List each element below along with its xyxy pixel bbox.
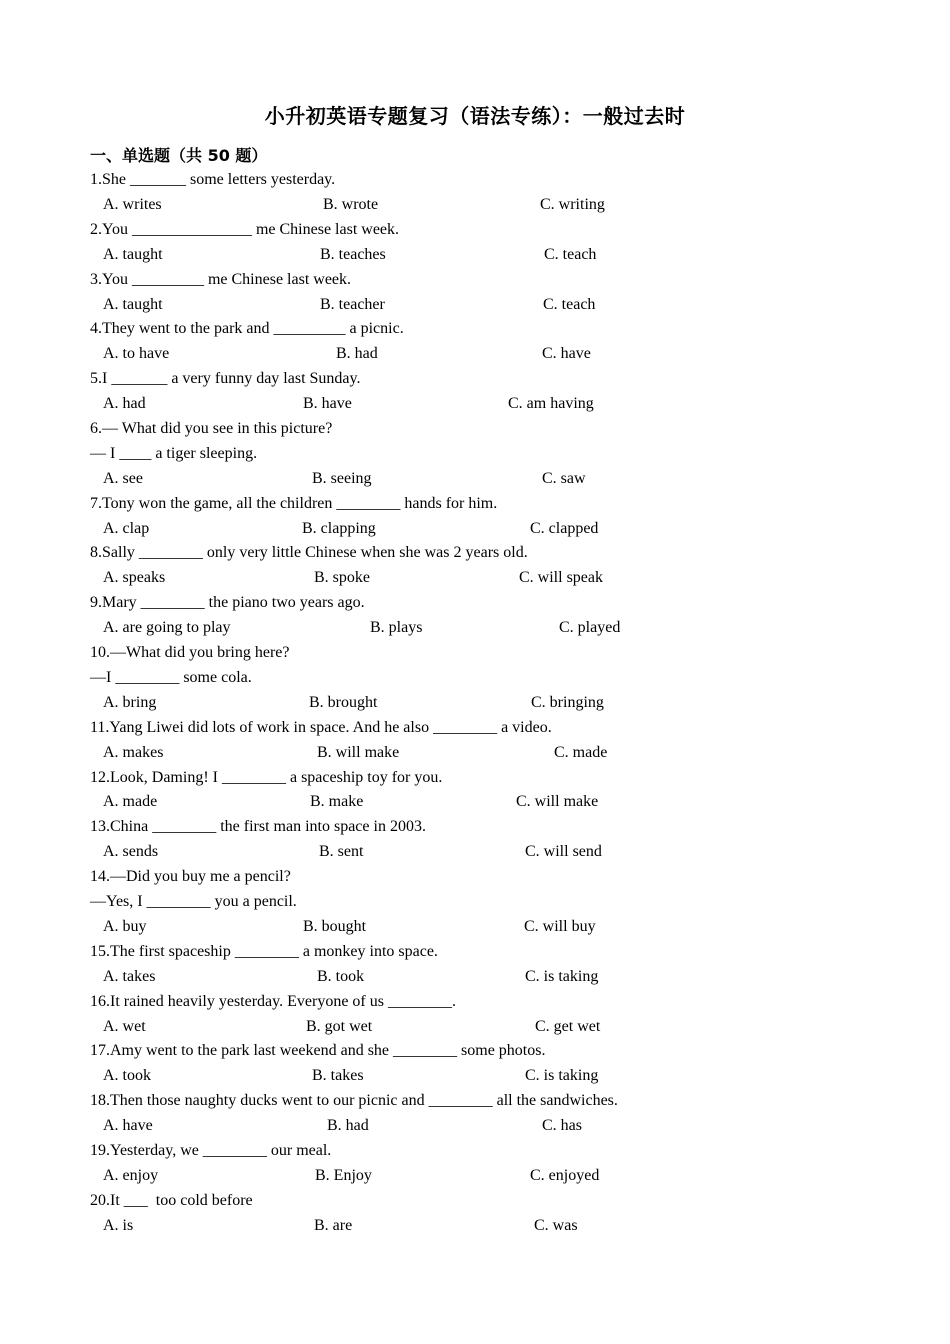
answer-option-c: C. played [559,619,621,636]
answer-option-c: C. clapped [530,520,599,537]
answer-option-b: B. brought [309,694,378,711]
answer-option-c: C. made [554,744,608,761]
answer-option-b: B. seeing [312,470,372,487]
answer-option-a: A. makes [103,744,164,761]
question-stem: 17.Amy went to the park last weekend and she ________ some photos. [90,1042,546,1059]
answer-option-c: C. teach [544,246,597,263]
answer-option-b: B. clapping [302,520,376,537]
answer-option-b: B. takes [312,1067,364,1084]
answer-option-a: A. sends [103,843,159,860]
answer-option-c: C. teach [543,296,596,313]
answer-option-c: C. am having [508,395,594,412]
question-stem: 3.You _________ me Chinese last week. [90,271,352,288]
answer-option-a: A. taught [103,246,163,263]
question-stem: 12.Look, Daming! I ________ a spaceship toy for you. [90,769,443,786]
answer-option-a: A. had [103,395,146,412]
answer-option-b: B. got wet [306,1018,373,1035]
answer-option-b: B. spoke [314,569,370,586]
answer-option-c: C. get wet [535,1018,601,1035]
answer-option-c: C. bringing [531,694,604,711]
answer-option-b: B. will make [317,744,400,761]
answer-option-a: A. taught [103,296,163,313]
answer-option-a: A. writes [103,196,162,213]
question-stem: 1.She _______ some letters yesterday. [90,171,336,188]
answer-option-a: A. bring [103,694,157,711]
answer-option-b: B. had [327,1117,369,1134]
answer-option-c: C. is taking [525,968,599,985]
section-heading: 一、单选题（共 50 题） [90,146,268,165]
answer-option-c: C. have [542,345,591,362]
question-stem: 14.—Did you buy me a pencil? [90,868,291,885]
answer-option-b: B. make [310,793,364,810]
question-stem: 2.You _______________ me Chinese last week. [90,221,400,238]
answer-option-b: B. had [336,345,378,362]
answer-option-a: A. have [103,1117,153,1134]
answer-option-c: C. has [542,1117,582,1134]
question-dialog-line: —I ________ some cola. [90,669,252,686]
answer-option-a: A. enjoy [103,1167,159,1184]
question-stem: 9.Mary ________ the piano two years ago. [90,594,365,611]
page-title: 小升初英语专题复习（语法专练）：一般过去时 [264,104,686,128]
answer-option-b: B. teaches [320,246,386,263]
answer-option-a: A. see [103,470,143,487]
question-stem: 7.Tony won the game, all the children ________ hands for him. [90,495,498,512]
question-stem: 5.I _______ a very funny day last Sunday. [90,370,361,387]
answer-option-a: A. speaks [103,569,166,586]
question-stem: 6.— What did you see in this picture? [90,420,333,437]
answer-option-c: C. saw [542,470,586,487]
answer-option-c: C. enjoyed [530,1167,600,1184]
answer-option-a: A. wet [103,1018,146,1035]
answer-option-b: B. plays [370,619,423,636]
question-stem: 10.—What did you bring here? [90,644,290,661]
answer-option-c: C. will buy [524,918,596,935]
question-stem: 19.Yesterday, we ________ our meal. [90,1142,332,1159]
question-dialog-line: — I ____ a tiger sleeping. [90,445,258,462]
answer-option-a: A. are going to play [103,619,231,636]
answer-option-a: A. is [103,1217,134,1234]
question-stem: 20.It ___ too cold before [90,1192,253,1209]
answer-option-c: C. is taking [525,1067,599,1084]
question-stem: 18.Then those naughty ducks went to our picnic and ________ all the sandwiches. [90,1092,618,1109]
answer-option-a: A. clap [103,520,150,537]
question-dialog-line: —Yes, I ________ you a pencil. [90,893,297,910]
answer-option-a: A. to have [103,345,170,362]
answer-option-b: B. wrote [323,196,379,213]
answer-option-c: C. will speak [519,569,603,586]
answer-option-c: C. will send [525,843,602,860]
answer-option-a: A. made [103,793,158,810]
answer-option-c: C. will make [516,793,599,810]
question-stem: 15.The first spaceship ________ a monkey into space. [90,943,438,960]
question-stem: 16.It rained heavily yesterday. Everyone of us ________. [90,993,456,1010]
answer-option-b: B. are [314,1217,353,1234]
question-stem: 13.China ________ the first man into space in 2003. [90,818,426,835]
answer-option-a: A. took [103,1067,151,1084]
answer-option-c: C. writing [540,196,605,213]
answer-option-b: B. sent [319,843,364,860]
question-stem: 8.Sally ________ only very little Chinese when she was 2 years old. [90,544,528,561]
question-stem: 11.Yang Liwei did lots of work in space. And he also ________ a video. [90,719,552,736]
answer-option-a: A. takes [103,968,156,985]
answer-option-a: A. buy [103,918,147,935]
answer-option-b: B. took [317,968,365,985]
question-stem: 4.They went to the park and _________ a picnic. [90,320,404,337]
answer-option-c: C. was [534,1217,578,1234]
answer-option-b: B. Enjoy [315,1167,372,1184]
answer-option-b: B. teacher [320,296,385,313]
answer-option-b: B. bought [303,918,367,935]
answer-option-b: B. have [303,395,352,412]
